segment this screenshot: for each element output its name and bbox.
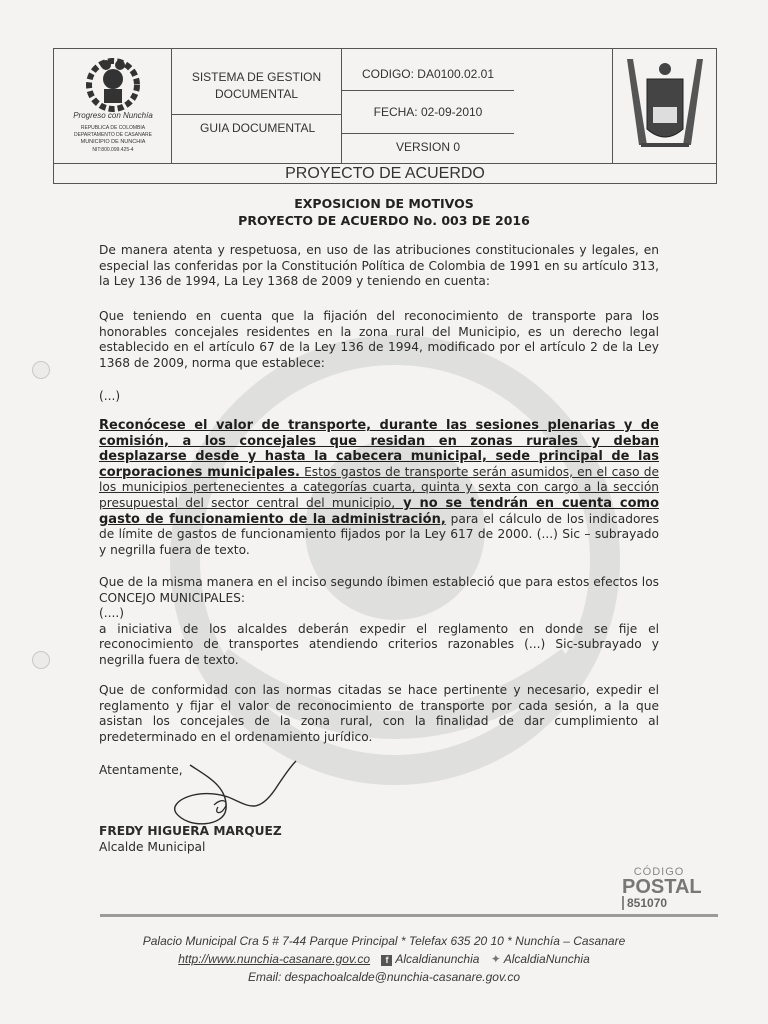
quote-bold-part-1: Reconócese el valor de transporte, durante las sesiones plenarias y de comisión, a los concejales que residan en zonas rurales y deban desplazarse desde y hasta la cabecera municipal, sede principal de las corporaciones municipales.: [99, 418, 659, 480]
municipal-logo-cell: [54, 49, 172, 163]
signer-role: Alcalde Municipal: [99, 840, 206, 854]
footer-web-social: [0, 952, 768, 966]
signer-name: FREDY HIGUERA MARQUEZ: [99, 824, 282, 838]
paragraph-considering: Que teniendo en cuenta que la fijación del reconocimiento de transporte para los honorables concejales residentes en la zona rural del Municipio, es un derecho legal establecido en el artículo 67 de la Ley 136 de 1994, modificado por el artículo 2 de la Ley 1368 de 2009, norma que establece:: [99, 309, 659, 370]
postal-label-postal: POSTAL: [622, 876, 702, 898]
facebook-icon: f: [381, 955, 392, 966]
logo-slogan: Progreso con Nunchía: [73, 111, 153, 120]
paragraph-ellipsis: (...): [99, 389, 121, 403]
proyecto-acuerdo-banner: PROYECTO DE ACUERDO: [54, 163, 716, 183]
website-link[interactable]: http://www.nunchia-casanare.gov.co: [178, 952, 371, 966]
punch-hole-bottom: [32, 651, 50, 669]
logo-line1: REPUBLICA DE COLOMBIA: [80, 125, 146, 131]
second-clause-text: a iniciativa de los alcaldes deberán expedir el reglamento en donde se fije el reconocimiento de transportes atendiendo criterios razonables (...) Sic-subrayado y negrilla fuera de texto.: [99, 621, 659, 667]
codigo-cell: CODIGO: DA0100.02.01: [342, 49, 514, 91]
doc-title-2: PROYECTO DE ACUERDO No. 003 DE 2016: [238, 213, 530, 228]
paragraph-conclusion: Que de conformidad con las normas citadas se hace pertinente y necesario, expedir el reglamento y fijar el valor de reconocimiento de transporte por cada sesión, a la que asistan los concejales de la zona rural, con la finalidad de dar cumplimiento al predeterminado en el ordenamiento jurídico.: [99, 683, 659, 744]
paragraph-quoted-law: [99, 418, 659, 558]
twitter-icon: ✦: [490, 952, 501, 966]
punch-hole-top: [32, 361, 50, 379]
postal-code-badge: [622, 866, 702, 910]
municipal-crest-cell: [612, 49, 716, 163]
coat-of-arms-icon: [613, 49, 717, 163]
doc-title-1: EXPOSICION DE MOTIVOS: [294, 196, 474, 211]
postal-label-codigo: CÓDIGO: [633, 866, 685, 878]
twitter-handle[interactable]: AlcaldiaNunchia: [503, 952, 590, 966]
guia-documental-cell: GUIA DOCUMENTAL: [172, 115, 342, 163]
version-cell: VERSION 0: [342, 133, 514, 163]
second-clause-ellipsis: (....): [99, 606, 125, 621]
quote-rest: para el cálculo de los indicadores de límite de gastos de funcionamiento fijados por la Ley 617 de 2000. (...) Sic – subrayado y negrilla fuera de texto.: [99, 511, 659, 557]
logo-line2: DEPARTAMENTO DE CASANARE: [74, 132, 152, 138]
sistema-gestion-cell: SISTEMA DE GESTION DOCUMENTAL: [172, 49, 342, 115]
logo-line4: NIT:800.099.425-4: [92, 147, 134, 153]
footer-divider: [100, 914, 718, 917]
quote-bold-part-2: y no se tendrán en cuenta como gasto de funcionamiento de la administración,: [99, 495, 659, 527]
footer-address: Palacio Municipal Cra 5 # 7-44 Parque Principal * Telefax 635 20 10 * Nunchía – Casanare: [142, 934, 626, 948]
document-header-table: [53, 48, 717, 184]
paragraph-second-clause: [99, 575, 659, 669]
postal-code-value: 851070: [622, 896, 696, 910]
logo-line3: MUNICIPIO DE NUNCHIA: [80, 139, 146, 145]
fecha-cell: FECHA: 02-09-2010: [373, 105, 483, 119]
closing-text: Atentamente,: [99, 763, 183, 777]
footer-email: Email: despachoalcalde@nunchia-casanare.gov.co: [247, 970, 521, 984]
quote-underlined-part: Estos gastos de transporte serán asumidos, en el caso de los municipios pertenecientes a categorías cuarta, quinta y sexta con cargo a la sección presupuestal del sector central del municipio,: [99, 464, 659, 510]
second-clause-intro: Que de la misma manera en el inciso segundo íbimen estableció que para estos efectos los CONCEJO MUNICIPALES:: [99, 575, 659, 605]
facebook-handle[interactable]: Alcaldianunchia: [395, 952, 480, 966]
paragraph-intro: De manera atenta y respetuosa, en uso de las atribuciones constitucionales y legales, en especial las conferidas por la Constitución Política de Colombia de 1991 en su artículo 313, la Ley 136 de 1994, La Ley 1368 de 2009 y teniendo en cuenta:: [99, 243, 659, 289]
